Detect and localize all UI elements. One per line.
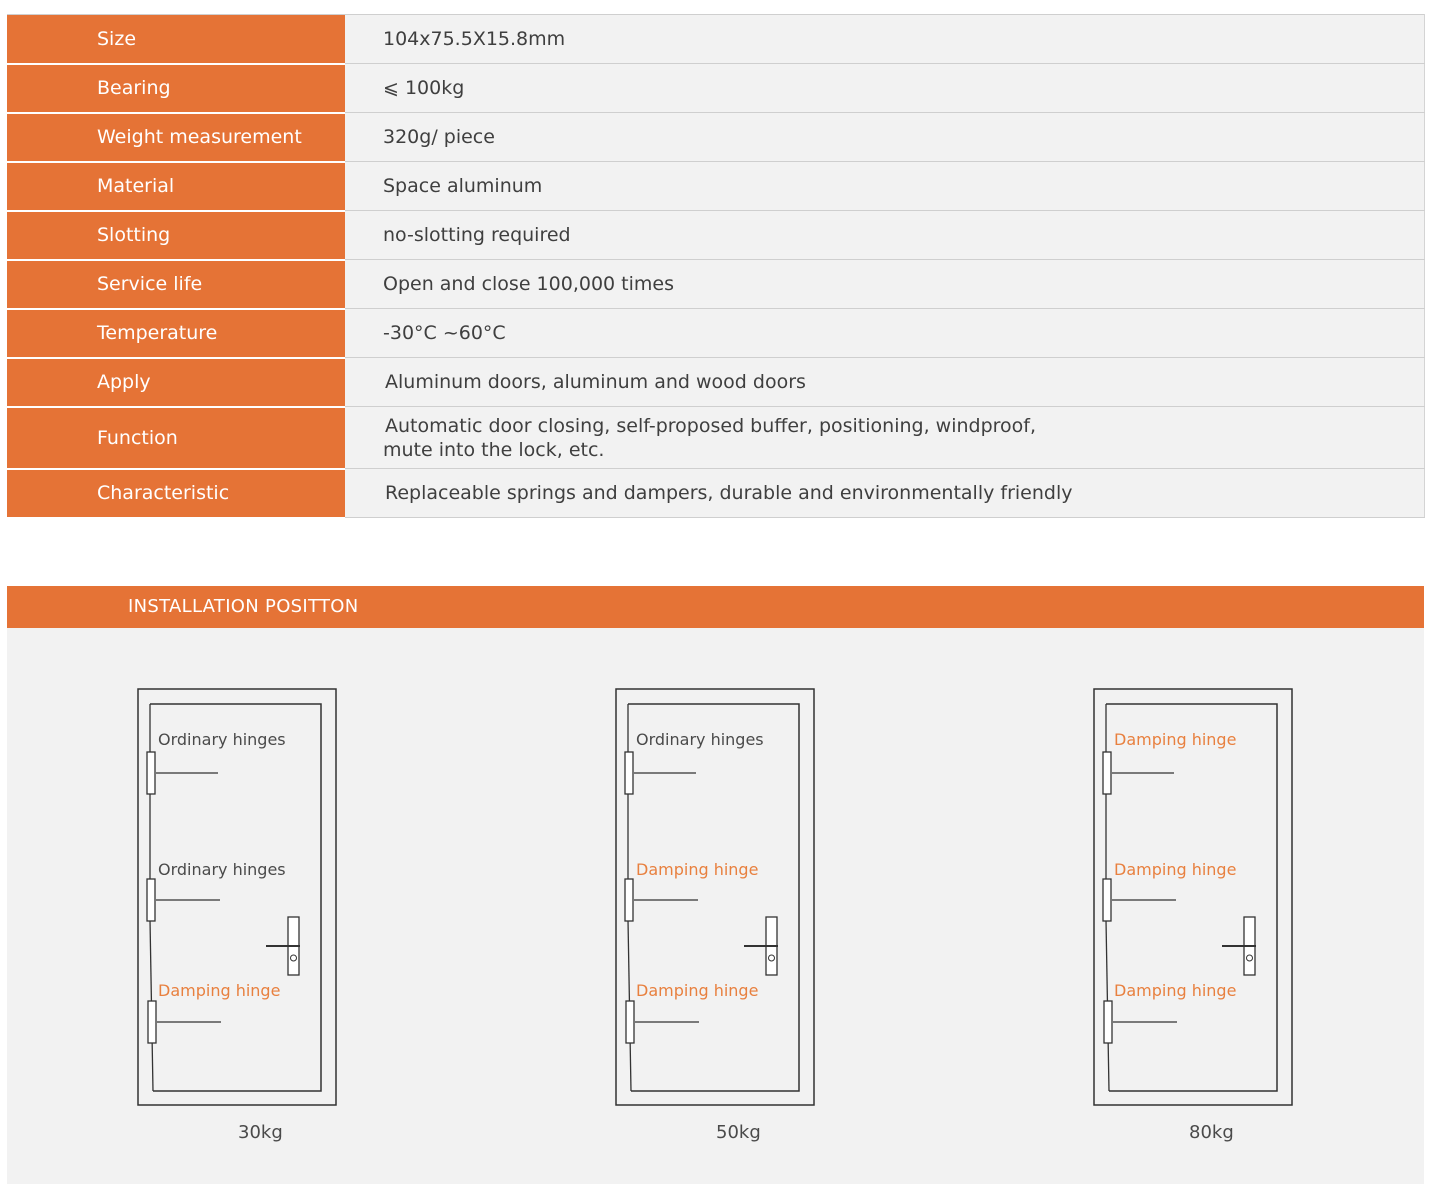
hinge-icon <box>1103 879 1111 921</box>
hinge-label: Damping hinge <box>1114 981 1237 1000</box>
spec-label: Temperature <box>7 309 345 358</box>
installation-diagrams <box>7 628 1424 1184</box>
spec-label: Weight measurement <box>7 113 345 162</box>
hinge-label: Damping hinge <box>158 981 281 1000</box>
spec-value: 320g/ piece <box>345 113 1425 162</box>
door-diagram-50kg <box>616 689 814 1143</box>
spec-table <box>7 14 1425 519</box>
spec-label: Function <box>7 407 345 469</box>
spec-row-function <box>7 407 1425 469</box>
hinge-label: Damping hinge <box>636 860 759 879</box>
spec-label: Material <box>7 162 345 211</box>
spec-value: Aluminum doors, aluminum and wood doors <box>345 358 1425 407</box>
spec-row-size <box>7 15 1425 64</box>
door-caption: 30kg <box>238 1122 283 1143</box>
hinge-label: Ordinary hinges <box>158 860 286 879</box>
spec-value-line: mute into the lock, etc. <box>383 438 605 461</box>
spec-value: -30°C ~60°C <box>345 309 1425 358</box>
spec-label: Size <box>7 15 345 64</box>
spec-value-line: Automatic door closing, self-proposed buffer, positioning, windproof, <box>385 414 1037 437</box>
spec-value: Replaceable springs and dampers, durable and environmentally friendly <box>345 469 1425 518</box>
hinge-icon <box>148 1001 156 1043</box>
hinge-icon <box>625 879 633 921</box>
hinge-label: Damping hinge <box>1114 730 1237 749</box>
door-caption: 80kg <box>1189 1122 1234 1143</box>
spec-row-bearing <box>7 64 1425 113</box>
installation-diagram-area <box>7 628 1424 1184</box>
spec-value: no-slotting required <box>345 211 1425 260</box>
spec-value: Space aluminum <box>345 162 1425 211</box>
hinge-label: Ordinary hinges <box>636 730 764 749</box>
spec-label: Characteristic <box>7 469 345 518</box>
hinge-icon <box>626 1001 634 1043</box>
spec-label: Apply <box>7 358 345 407</box>
door-frame <box>1094 689 1292 1105</box>
spec-value: ⩽ 100kg <box>345 64 1425 113</box>
spec-label: Bearing <box>7 64 345 113</box>
door-caption: 50kg <box>716 1122 761 1143</box>
spec-value <box>345 407 1425 469</box>
installation-title: INSTALLATION POSITTON <box>7 586 1424 628</box>
door-frame <box>616 689 814 1105</box>
hinge-icon <box>1103 752 1111 794</box>
spec-row-apply <box>7 358 1425 407</box>
spec-label: Service life <box>7 260 345 309</box>
spec-row-weight <box>7 113 1425 162</box>
hinge-icon <box>1104 1001 1112 1043</box>
spec-row-characteristic <box>7 469 1425 518</box>
hinge-label: Damping hinge <box>1114 860 1237 879</box>
door-frame <box>138 689 336 1105</box>
door-diagram-80kg <box>1094 689 1292 1143</box>
spec-label: Slotting <box>7 211 345 260</box>
hinge-icon <box>625 752 633 794</box>
spec-row-temperature <box>7 309 1425 358</box>
spec-row-material <box>7 162 1425 211</box>
hinge-icon <box>147 879 155 921</box>
spec-row-slotting <box>7 211 1425 260</box>
hinge-label: Damping hinge <box>636 981 759 1000</box>
door-diagram-30kg <box>138 689 336 1143</box>
spec-value: 104x75.5X15.8mm <box>345 15 1425 64</box>
spec-row-service-life <box>7 260 1425 309</box>
hinge-label: Ordinary hinges <box>158 730 286 749</box>
hinge-icon <box>147 752 155 794</box>
spec-value: Open and close 100,000 times <box>345 260 1425 309</box>
